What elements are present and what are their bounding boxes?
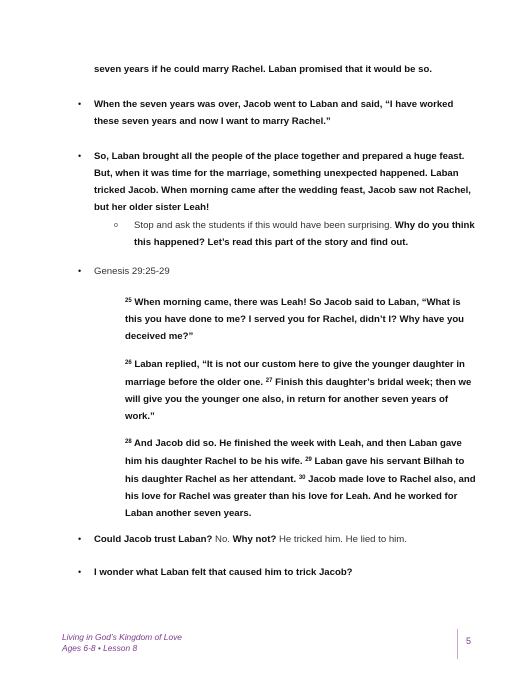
question-why-not: Why not?: [232, 534, 277, 545]
verse-number: 26: [125, 360, 132, 366]
verse-text: Jacob made love to Rachel also, and his love for Rachel was greater than his love for Leah. And he worked for Laban another seven years.: [125, 474, 476, 519]
footer-title: [62, 632, 182, 654]
verse-text: Finish this daughter’s bridal week; then we will give you the younger one also, in return for another seven years of work.”: [125, 377, 472, 422]
teacher-prompt-question: Why do you think this happened? Let’s read this part of the story and find out.: [134, 220, 475, 248]
continuation-paragraph: seven years if he could marry Rachel. Laban promised that it would be so.: [94, 64, 433, 75]
bullet-marker: •: [78, 567, 82, 577]
bullet-marker: •: [78, 534, 82, 544]
verse-text: When morning came, there was Leah! So Jacob said to Laban, “What is this you have done to me? I served you for Rachel, didn’t I? Why have you deceived me?”: [125, 297, 465, 342]
footer-divider: [457, 629, 458, 659]
teacher-prompt-instruction: Stop and ask the students if this would have been surprising.: [134, 220, 393, 231]
verse-block-26-27: [125, 355, 479, 425]
bullet-paragraph-1: When the seven years was over, Jacob went to Laban and said, “I have worked these seven years and now I want to marry Rachel.”: [94, 99, 454, 127]
bullet-marker: •: [78, 99, 82, 109]
verse-text: Laban replied, “It is not our custom here to give the younger daughter in marriage before the older one.: [125, 359, 465, 388]
question-trust: Could Jacob trust Laban?: [94, 534, 213, 545]
bullet-paragraph-2: So, Laban brought all the people of the place together and prepared a huge feast. But, when it was time for the marriage, something unexpected happened. Laban tricked Jacob. When morning came after the wedding feast, Jacob saw not Rachel, but her older sister Leah!: [94, 151, 471, 213]
page-number: 5: [466, 636, 472, 646]
footer-lesson-info: Ages 6-8 • Lesson 8: [62, 643, 138, 653]
bullet-paragraph-5: I wonder what Laban felt that caused him to trick Jacob?: [94, 567, 353, 578]
scripture-reference: Genesis 29:25-29: [94, 266, 170, 277]
verse-block-28-30: [125, 434, 479, 522]
verse-number: 29: [305, 457, 312, 463]
verse-number: 27: [265, 378, 273, 384]
sub-bullet-marker: o: [114, 222, 118, 229]
answer-tricked: He tricked him. He lied to him.: [279, 534, 407, 545]
verse-number: 30: [298, 475, 306, 481]
bullet-marker: •: [78, 151, 82, 161]
teacher-prompt: [134, 217, 480, 251]
verse-text: Laban gave his servant Bilhah to his daughter Rachel as her attendant.: [125, 456, 465, 485]
answer-no: No.: [215, 534, 230, 545]
bullet-paragraph-4: [94, 531, 478, 548]
verse-text: And Jacob did so. He finished the week with Leah, and then Laban gave him his daughter Rachel to be his wife.: [125, 438, 462, 467]
verse-block-25: [125, 293, 479, 345]
verse-number: 25: [125, 298, 132, 304]
footer-course-name: Living in God’s Kingdom of Love: [62, 632, 182, 642]
verse-number: 28: [125, 439, 132, 445]
bullet-marker: •: [78, 266, 82, 276]
